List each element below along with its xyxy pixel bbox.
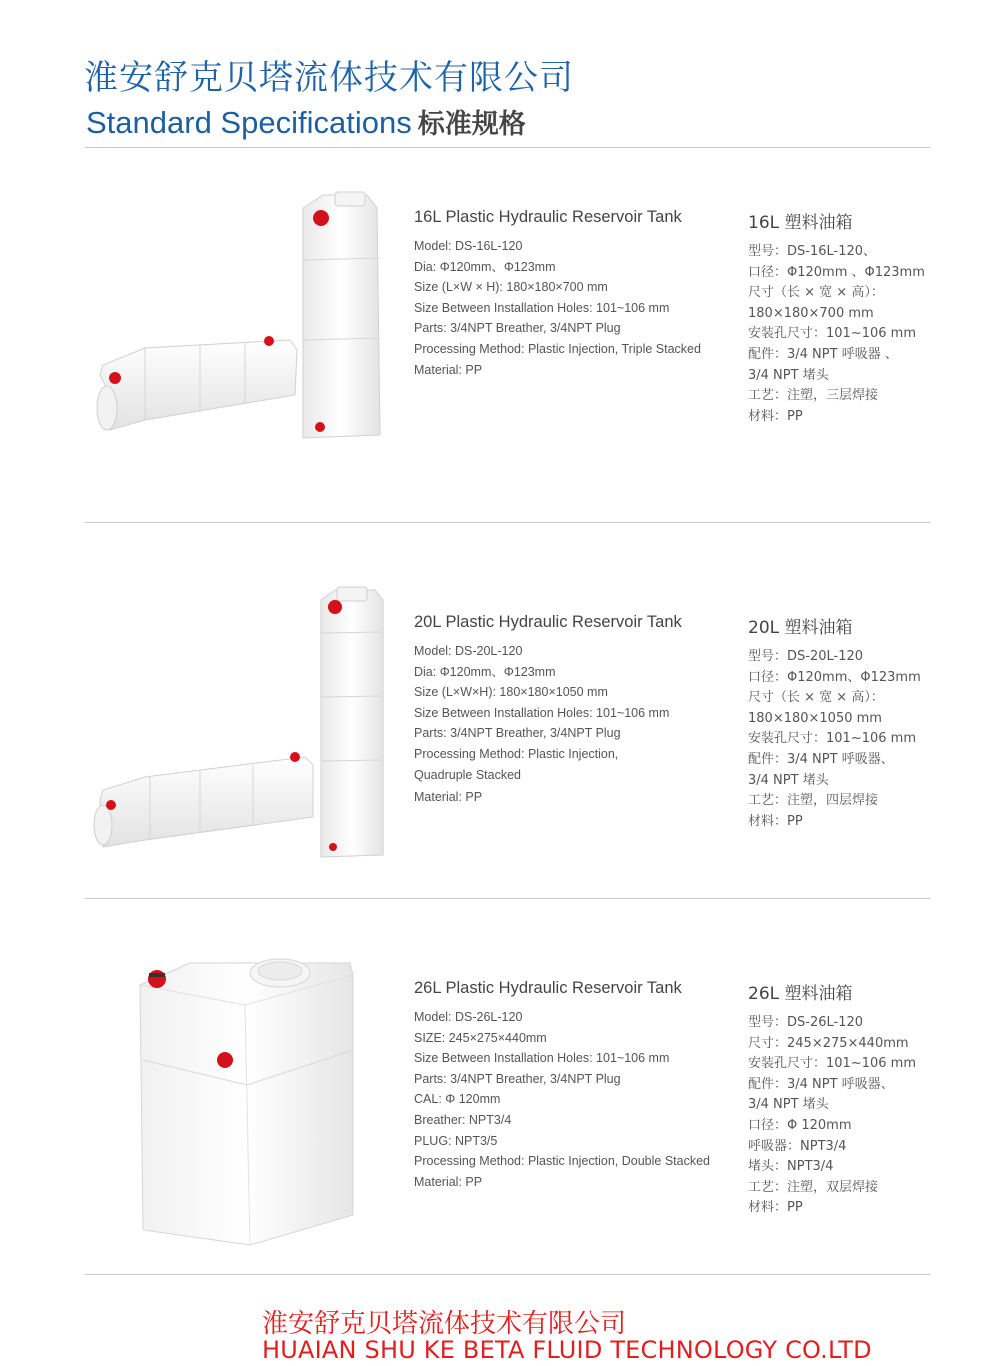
spec-line: 180×180×700 mm [748, 305, 874, 321]
spec-line: Parts: 3/4NPT Breather, 3/4NPT Plug [414, 321, 621, 336]
product-16l-specs-en [414, 208, 734, 380]
product-20l-specs-en [414, 613, 734, 808]
page-title-en: Standard Specifications [86, 105, 412, 140]
spec-line: 型号：DS-16L-120、 [748, 244, 877, 259]
spec-line: 尺寸（长 × 宽 × 高）： [748, 285, 884, 301]
spec-line: 材料：PP [748, 408, 803, 424]
spec-line: 材料：PP [748, 1200, 803, 1216]
spec-line: 安装孔尺寸：101~106 mm [748, 731, 916, 747]
spec-line: CAL: Φ 120mm [414, 1092, 501, 1107]
footer-company-cn: 淮安舒克贝塔流体技术有限公司 [262, 1309, 627, 1339]
spec-line: Parts: 3/4NPT Breather, 3/4NPT Plug [414, 726, 621, 741]
product-26l [0, 945, 1000, 1255]
spec-line: Processing Method: Plastic Injection, Double Stacked [414, 1154, 710, 1169]
spec-line: Size (L×W×H): 180×180×1050 mm [414, 685, 608, 700]
spec-line: 工艺：注塑，双层焊接 [748, 1179, 879, 1195]
spec-line: SIZE: 245×275×440mm [414, 1030, 547, 1045]
spec-line: 180×180×1050 mm [748, 710, 882, 726]
spec-line: 口径：Φ 120mm [748, 1117, 852, 1133]
section-divider [85, 522, 930, 523]
tank-26l-image [135, 945, 360, 1250]
spec-line: Dia: Φ120mm、Φ123mm [414, 259, 556, 274]
company-name-cn: 淮安舒克贝塔流体技术有限公司 [84, 58, 574, 98]
product-26l-specs-en [414, 979, 734, 1192]
spec-line: Material: PP [414, 362, 483, 377]
spec-line: 型号：DS-26L-120 [748, 1015, 864, 1030]
spec-line: Quadruple Stacked [414, 767, 522, 782]
spec-line: Processing Method: Plastic Injection, [414, 746, 619, 761]
page-title [86, 102, 526, 141]
tank-20l-image [85, 585, 395, 865]
spec-line: 堵头：NPT3/4 [748, 1159, 834, 1175]
page-title-cn: 标准规格 [417, 109, 526, 140]
spec-line: 配件：3/4 NPT 呼吸器、 [748, 1076, 894, 1092]
spec-line: Size Between Installation Holes: 101~106 mm [414, 705, 670, 720]
product-title-en: 16L Plastic Hydraulic Reservoir Tank [414, 208, 682, 226]
spec-line: 工艺：注塑，三层焊接 [748, 388, 879, 404]
product-title-cn: 26L 塑料油箱 [748, 984, 853, 1004]
spec-line: Model: DS-26L-120 [414, 1010, 523, 1024]
spec-line: 型号：DS-20L-120 [748, 649, 864, 664]
tank-16l-image [85, 190, 385, 450]
product-26l-specs-cn [748, 979, 988, 1219]
product-20l [0, 585, 1000, 885]
spec-line: Size Between Installation Holes: 101~106 mm [414, 300, 670, 315]
spec-line: 口径：Φ120mm 、Φ123mm [748, 264, 925, 280]
product-title-cn: 20L 塑料油箱 [748, 618, 853, 638]
spec-line: Material: PP [414, 1174, 483, 1189]
spec-line: Dia: Φ120mm、Φ123mm [414, 664, 556, 679]
spec-line: Size (L×W × H): 180×180×700 mm [414, 280, 608, 295]
spec-line: 配件：3/4 NPT 呼吸器、 [748, 751, 894, 767]
footer-company-en: HUAIAN SHU KE BETA FLUID TECHNOLOGY CO.LTD [262, 1336, 872, 1364]
spec-line: 3/4 NPT 堵头 [748, 367, 829, 383]
spec-line: Model: DS-16L-120 [414, 239, 523, 253]
spec-line: 材料：PP [748, 813, 803, 829]
spec-line: 安装孔尺寸：101~106 mm [748, 1056, 916, 1072]
spec-line: 尺寸（长 × 宽 × 高）： [748, 690, 884, 706]
spec-line: 3/4 NPT 堵头 [748, 1097, 829, 1113]
spec-line: Model: DS-20L-120 [414, 644, 523, 658]
spec-line: Material: PP [414, 790, 483, 805]
spec-line: 呼吸器：NPT3/4 [748, 1138, 847, 1154]
product-20l-specs-cn [748, 613, 988, 832]
spec-line: 配件：3/4 NPT 呼吸器 、 [748, 346, 898, 362]
spec-line: PLUG: NPT3/5 [414, 1133, 498, 1148]
section-divider [85, 898, 930, 899]
spec-line: 口径：Φ120mm、Φ123mm [748, 669, 921, 685]
product-title-en: 20L Plastic Hydraulic Reservoir Tank [414, 613, 682, 631]
spec-line: 尺寸：245×275×440mm [748, 1035, 909, 1051]
product-16l [0, 180, 1000, 520]
spec-line: Size Between Installation Holes: 101~106 mm [414, 1051, 670, 1066]
product-title-en: 26L Plastic Hydraulic Reservoir Tank [414, 979, 682, 997]
spec-line: 安装孔尺寸：101~106 mm [748, 326, 916, 342]
spec-line: 3/4 NPT 堵头 [748, 772, 829, 788]
spec-line: Parts: 3/4NPT Breather, 3/4NPT Plug [414, 1071, 621, 1086]
product-16l-specs-cn [748, 208, 988, 427]
footer-divider [85, 1274, 930, 1275]
spec-line: 工艺：注塑，四层焊接 [748, 793, 879, 809]
product-title-cn: 16L 塑料油箱 [748, 213, 853, 233]
spec-line: Processing Method: Plastic Injection, Triple Stacked [414, 341, 701, 356]
header-divider [85, 147, 930, 148]
spec-line: Breather: NPT3/4 [414, 1112, 512, 1127]
